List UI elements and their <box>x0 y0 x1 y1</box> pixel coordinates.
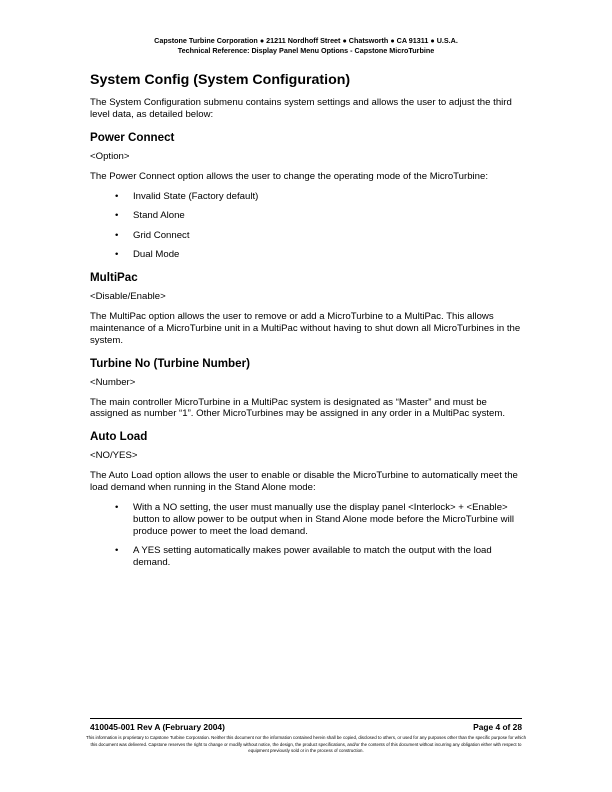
footer-divider <box>90 718 522 719</box>
list-item <box>90 230 522 242</box>
power-connect-list <box>90 191 522 261</box>
page-header <box>0 36 612 56</box>
section-description: The Power Connect option allows the user to change the operating mode of the MicroTurbine: <box>90 170 489 182</box>
section-power-connect <box>90 131 522 261</box>
section-heading: Power Connect <box>90 130 175 144</box>
document-id: 410045-001 Rev A (February 2004) <box>90 722 225 732</box>
section-turbine-no <box>90 357 522 421</box>
section-description: The Auto Load option allows the user to enable or disable the MicroTurbine to automatically meet the load demand when running in the Stand Alone mode: <box>90 470 518 494</box>
list-item <box>90 545 522 569</box>
intro-paragraph: The System Configuration submenu contains system settings and allows the user to adjust the third level data, as detailed below: <box>90 97 512 120</box>
list-item-text: Invalid State (Factory default) <box>133 190 259 202</box>
proprietary-disclaimer: This information is proprietary to Capstone Turbine Corporation. Neither this document nor the information contained herein shall be copied, disclosed to others, or used for any purposes other than the specific purpose for which this document was delivered. Capstone reserves the right to change or modify without notice, the design, the product specifications, and/or the contents of this document without incurring any obligation either with respect to equipment previously sold or in the process of construction. <box>85 735 527 754</box>
option-values: <Disable/Enable> <box>90 291 166 303</box>
list-item-text: With a NO setting, the user must manually use the display panel <Interlock> + <Enable> button to allow power to be output when in Stand Alone mode before the MicroTurbine will produce power to meet the load demand. <box>133 502 514 537</box>
page-number: Page 4 of 28 <box>473 722 522 732</box>
auto-load-list <box>90 502 522 569</box>
list-item <box>90 191 522 203</box>
document-body <box>90 71 522 576</box>
section-auto-load <box>90 430 522 568</box>
section-description: The main controller MicroTurbine in a MultiPac system is designated as “Master” and must be assigned as number “1”. Other MicroTurbines may be assigned in any order in a MultiPac system. <box>90 396 506 420</box>
header-reference: Technical Reference: Display Panel Menu Options - Capstone MicroTurbine <box>177 46 435 55</box>
option-values: <Number> <box>90 376 136 388</box>
bullet-icon: • <box>115 190 119 202</box>
list-item <box>90 210 522 222</box>
page-title: System Config (System Configuration) <box>90 72 351 88</box>
list-item <box>90 502 522 538</box>
header-address: Capstone Turbine Corporation ● 21211 Nordhoff Street ● Chatsworth ● CA 91311 ● U.S.A. <box>154 36 458 45</box>
bullet-icon: • <box>115 249 119 261</box>
section-description: The MultiPac option allows the user to remove or add a MicroTurbine to a MultiPac. This allows maintenance of a MicroTurbine unit in a MultiPac without having to shut down all MicroTurbines in the system. <box>90 310 521 346</box>
bullet-icon: • <box>115 544 119 556</box>
list-item-text: Dual Mode <box>133 249 180 261</box>
bullet-icon: • <box>115 229 119 241</box>
list-item-text: A YES setting automatically makes power available to match the output with the load demand. <box>133 544 492 568</box>
option-values: <NO/YES> <box>90 450 138 462</box>
bullet-icon: • <box>115 502 119 514</box>
section-heading: Auto Load <box>90 430 148 444</box>
option-values: <Option> <box>90 150 130 162</box>
section-heading: MultiPac <box>90 271 138 285</box>
section-heading: Turbine No (Turbine Number) <box>90 356 250 370</box>
section-multipac <box>90 271 522 347</box>
list-item-text: Stand Alone <box>133 210 185 222</box>
list-item-text: Grid Connect <box>133 229 190 241</box>
bullet-icon: • <box>115 210 119 222</box>
list-item <box>90 249 522 261</box>
